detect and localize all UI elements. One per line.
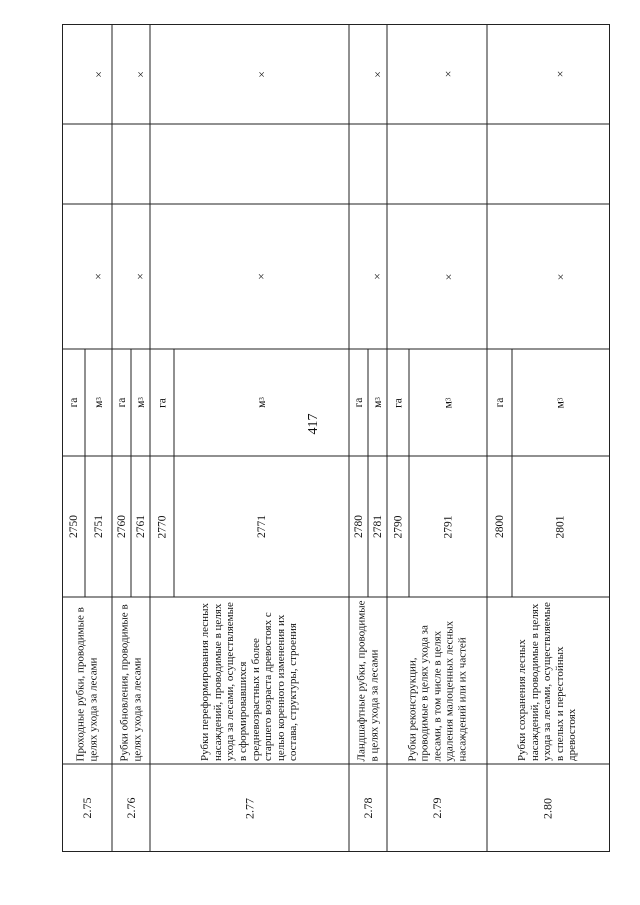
line-unit-text: м [442, 400, 454, 408]
row-number [387, 764, 487, 852]
line-unit-text: м [554, 400, 566, 408]
line-unit [150, 349, 174, 456]
cross-mark [512, 204, 608, 349]
row-name [62, 597, 112, 764]
line-code [131, 456, 150, 597]
line-unit-text: га [156, 397, 168, 408]
line-unit [349, 349, 368, 456]
cross-mark [512, 24, 608, 124]
line-code-text: 2750 [67, 515, 80, 538]
row-name [387, 597, 487, 764]
cross-mark-text: × [552, 273, 567, 280]
line-code-text: 2781 [371, 515, 384, 538]
line-unit-text: га [352, 397, 365, 408]
cross-mark-text: × [552, 70, 567, 78]
line-code-text: 2761 [134, 515, 147, 538]
line-unit [368, 349, 387, 456]
line-code [150, 456, 174, 597]
cross-mark [368, 204, 387, 349]
row-name [112, 597, 150, 764]
cross-mark [409, 204, 487, 349]
row-number [150, 764, 349, 852]
row-name-text: Рубки обновления, проводимые в целях ухода за лесами [118, 603, 143, 761]
line-unit-superscript: 3 [444, 397, 452, 401]
row-name [349, 597, 387, 764]
row-number [349, 764, 387, 852]
row-name-text: Ландшафтные рубки, проводимые в целях ухода за лесами [355, 600, 380, 761]
row-name-text: Рубки переформирования лесных насаждений, проводимые в целях ухода за лесами, осуществляемые в сформировавшихся средневозрастных и более старшего возраста древостоях с целью коренного изменения их состава, структуры, строения [199, 602, 300, 761]
line-unit [387, 349, 409, 456]
line-unit [112, 349, 131, 456]
cross-mark [131, 204, 150, 349]
row-name [487, 597, 608, 764]
line-unit-superscript: 3 [94, 397, 103, 401]
line-unit [174, 349, 349, 456]
row-number-text: 2.76 [123, 797, 138, 819]
row-name-text: Рубки сохранения лесных насаждений, проводимые в целях ухода за лесами, осуществляемые в спелых и перестойных древостоях [516, 602, 579, 761]
cross-mark-text: × [91, 273, 105, 280]
line-unit-text: га [67, 397, 80, 408]
line-code-text: 2770 [156, 515, 168, 538]
line-unit-text: га [392, 397, 404, 408]
line-code [512, 456, 608, 597]
line-code-text: 2801 [554, 515, 566, 538]
line-code-text: 2791 [442, 515, 454, 538]
cross-mark-text: × [370, 273, 384, 280]
cross-mark [368, 24, 387, 124]
line-code [349, 456, 368, 597]
page-number: 417 [306, 413, 321, 435]
line-unit [85, 349, 112, 456]
cross-mark-text: × [91, 70, 105, 78]
line-code [174, 456, 349, 597]
row-number [487, 764, 608, 852]
cross-mark [85, 204, 112, 349]
line-unit-text: м [92, 400, 105, 408]
line-code-text: 2771 [255, 515, 268, 538]
line-code-text: 2790 [392, 515, 404, 538]
cross-mark [85, 24, 112, 124]
row-number [62, 764, 112, 852]
cross-mark-text: × [254, 70, 268, 78]
line-code [409, 456, 487, 597]
line-unit [409, 349, 487, 456]
row-name-text: Проходные рубки, проводимые в целях ухода за лесами [74, 606, 99, 761]
line-code [112, 456, 131, 597]
line-code-text: 2760 [115, 515, 128, 538]
line-code [85, 456, 112, 597]
line-unit-text: га [115, 397, 128, 408]
line-unit-text: га [493, 397, 506, 408]
line-code-text: 2780 [352, 515, 365, 538]
line-code [387, 456, 409, 597]
cross-mark-text: × [133, 273, 147, 280]
cross-mark-text: × [133, 70, 147, 78]
cross-mark-text: × [370, 70, 384, 78]
line-unit-superscript: 3 [373, 397, 382, 401]
line-code [368, 456, 387, 597]
cross-mark [409, 24, 487, 124]
row-number-text: 2.80 [540, 797, 554, 819]
row-name-text: Рубки реконструкции, проводимые в целях ухода за лесами, в том числе в целях удаления малоценных лесных насаждений или их частей [405, 620, 468, 761]
line-code-text: 2800 [493, 515, 506, 538]
cross-mark-text: × [254, 273, 268, 280]
line-unit [487, 349, 512, 456]
line-code [62, 456, 85, 597]
cross-mark-text: × [440, 273, 455, 280]
row-number-text: 2.75 [79, 797, 94, 819]
row-number-text: 2.78 [360, 797, 375, 819]
line-unit-text: м [371, 400, 384, 408]
line-code [487, 456, 512, 597]
row-number-text: 2.77 [242, 797, 256, 819]
line-unit-text: м [255, 400, 268, 408]
line-unit-superscript: 3 [556, 397, 564, 401]
row-name [150, 597, 349, 764]
line-unit [131, 349, 150, 456]
line-code-text: 2751 [92, 515, 105, 538]
forest-logging-table [62, 24, 610, 852]
line-unit [62, 349, 85, 456]
line-unit-superscript: 3 [136, 397, 145, 401]
line-unit [512, 349, 608, 456]
cross-mark [174, 24, 349, 124]
line-unit-superscript: 3 [257, 397, 266, 401]
cross-mark [131, 24, 150, 124]
cross-mark-text: × [440, 70, 455, 78]
row-number-text: 2.79 [429, 797, 444, 819]
row-number [112, 764, 150, 852]
cross-mark [174, 204, 349, 349]
line-unit-text: м [134, 400, 147, 408]
